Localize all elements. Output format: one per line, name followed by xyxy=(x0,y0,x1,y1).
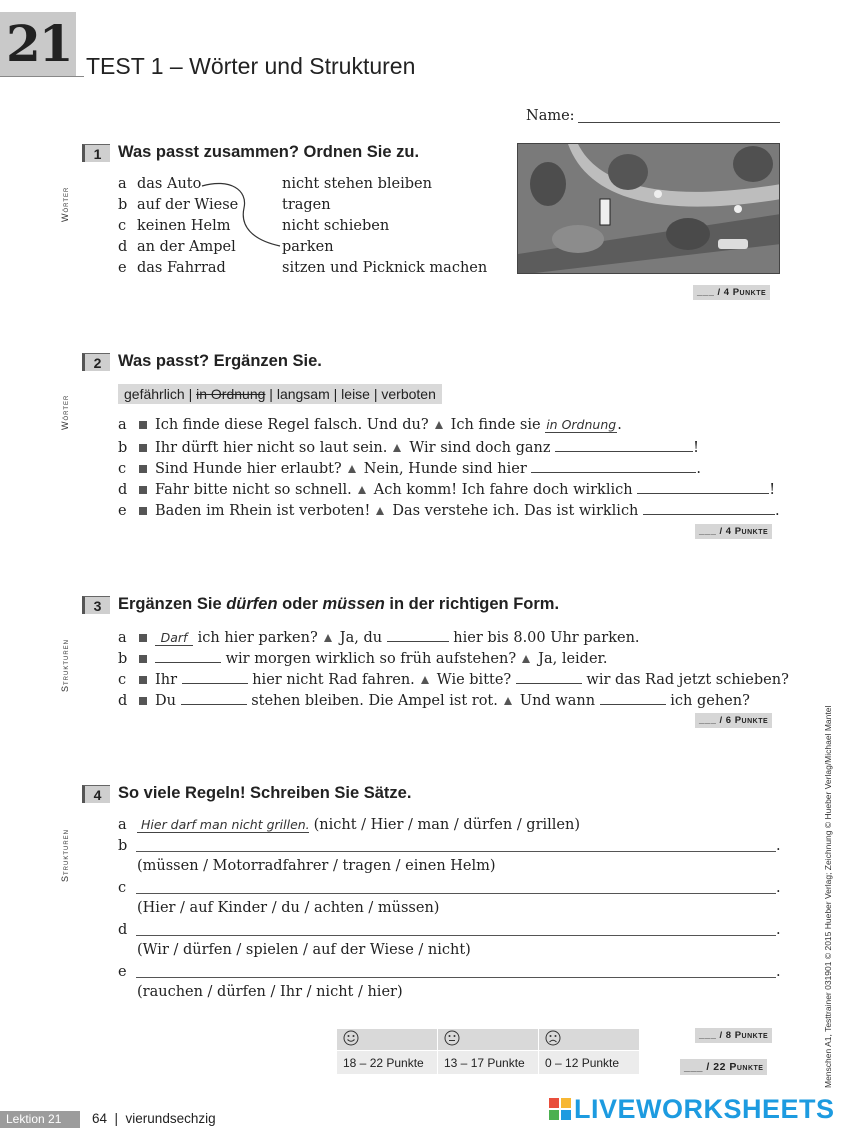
ex1-right-1[interactable]: nicht stehen bleiben xyxy=(282,176,432,192)
ex3-a-blank[interactable] xyxy=(387,628,449,642)
word-gefaehrlich[interactable]: gefährlich xyxy=(124,386,185,402)
ex1-heading xyxy=(82,143,419,162)
name-input-line[interactable] xyxy=(578,122,780,123)
ex4-b-period: . xyxy=(776,838,781,854)
park-illustration xyxy=(517,143,780,274)
ex2-number: 2 xyxy=(82,353,110,371)
range-high: 18 – 22 Punkte xyxy=(337,1051,438,1075)
ex4-instruction: So viele Regeln! Schreiben Sie Sätze. xyxy=(118,784,412,802)
word-verboten[interactable]: verboten xyxy=(381,386,436,402)
ex4-b-letter: b xyxy=(118,838,128,854)
side-label-woerter-2: Wörter xyxy=(60,394,70,430)
ex3-d-blank-1[interactable] xyxy=(181,691,247,705)
total-score[interactable]: ___ / 22 Punkte xyxy=(680,1059,767,1075)
ex1-left-c[interactable]: c keinen Helm xyxy=(118,218,231,234)
ex1-example-connector xyxy=(200,180,284,252)
range-low: 0 – 12 Punkte xyxy=(539,1051,640,1075)
ex3-a-answer[interactable]: Darf xyxy=(155,632,193,646)
ex3-score[interactable]: ___ / 6 Punkte xyxy=(695,713,772,728)
footer-page: 64 | vierundsechzig xyxy=(92,1111,216,1126)
word-leise[interactable]: leise xyxy=(341,386,370,402)
ex4-d-hint: (Wir / dürfen / spielen / auf der Wiese / nicht) xyxy=(137,942,471,958)
ex4-e-period: . xyxy=(776,964,781,980)
ex4-a-answer[interactable]: Hier darf man nicht grillen. xyxy=(137,819,309,833)
side-label-strukturen-2: Strukturen xyxy=(60,828,70,882)
ex4-d-period: . xyxy=(776,922,781,938)
lesson-number: 21 xyxy=(6,14,72,73)
park-drawing xyxy=(518,144,780,274)
smiley-sad-icon xyxy=(539,1029,640,1051)
ex2-row-e: e Baden im Rhein ist verboten! Das verstehe ich. Das ist wirklich . xyxy=(118,503,780,519)
liveworksheets-logo: LIVEWORKSHEETS xyxy=(549,1094,835,1125)
ex4-e-letter: e xyxy=(118,964,127,980)
word-in-ordnung[interactable]: in Ordnung xyxy=(196,386,266,402)
ex4-number: 4 xyxy=(82,785,110,803)
ex3-c-blank-1[interactable] xyxy=(182,670,248,684)
ex2-word-box: gefährlich | in Ordnung | langsam | leise | verboten xyxy=(118,384,442,404)
ex3-row-c: c Ihr hier nicht Rad fahren. Wie bitte? wir das Rad jetzt schieben? xyxy=(118,672,789,688)
ex1-instruction: Was passt zusammen? Ordnen Sie zu. xyxy=(118,143,420,161)
ex1-right-2[interactable]: tragen xyxy=(282,197,331,213)
ex3-d-blank-2[interactable] xyxy=(600,691,666,705)
ex4-e-line[interactable] xyxy=(136,977,776,978)
ex2-c-blank[interactable] xyxy=(531,459,696,473)
ex3-row-b: b wir morgen wirklich so früh aufstehen? Ja, leider. xyxy=(118,651,608,667)
ex3-row-a: a Darf ich hier parken? Ja, du hier bis 8.00 Uhr parken. xyxy=(118,630,640,646)
copyright-text: Menschen A1, Testtrainer 031901 © 2015 Hueber Verlag; Zeichnung © Hueber Verlag/Michael Mantel xyxy=(823,705,833,1088)
test-title: TEST 1 – Wörter und Strukturen xyxy=(86,53,416,79)
ex1-left-d[interactable]: d an der Ampel xyxy=(118,239,236,255)
ex1-right-4[interactable]: parken xyxy=(282,239,334,255)
ex2-row-a: a Ich finde diese Regel falsch. Und du? Ich finde sie in Ordnung. xyxy=(118,417,622,433)
ex1-left-a[interactable]: a das Auto xyxy=(118,176,202,192)
ex4-score[interactable]: ___ / 8 Punkte xyxy=(695,1028,772,1043)
ex2-b-blank[interactable] xyxy=(555,438,693,452)
ex2-d-blank[interactable] xyxy=(637,480,769,494)
liveworksheets-icon xyxy=(549,1098,571,1120)
ex4-heading xyxy=(82,784,411,803)
ex3-heading: 3 Ergänzen Sie dürfen oder müssen in der richtigen Form. xyxy=(82,595,559,614)
ex2-row-c: c Sind Hunde hier erlaubt? Nein, Hunde sind hier . xyxy=(118,461,701,477)
name-label: Name: xyxy=(526,108,575,124)
ex1-number: 1 xyxy=(82,144,110,162)
ex4-d-line[interactable] xyxy=(136,935,776,936)
ex4-c-hint: (Hier / auf Kinder / du / achten / müssen) xyxy=(137,900,440,916)
side-label-strukturen-1: Strukturen xyxy=(60,638,70,692)
ex4-row-a: a Hier darf man nicht grillen. (nicht / Hier / man / dürfen / grillen) xyxy=(118,817,581,833)
ex4-b-line[interactable] xyxy=(136,851,776,852)
smiley-neutral-icon xyxy=(438,1029,539,1051)
smiley-happy-icon xyxy=(337,1029,438,1051)
side-label-woerter-1: Wörter xyxy=(60,186,70,222)
ex2-e-blank[interactable] xyxy=(643,501,775,515)
ex1-right-5[interactable]: sitzen und Picknick machen xyxy=(282,260,488,276)
ex4-d-letter: d xyxy=(118,922,128,938)
ex2-heading xyxy=(82,352,322,371)
title-rule xyxy=(0,76,84,77)
ex3-b-blank[interactable] xyxy=(155,649,221,663)
footer-lektion: Lektion 21 xyxy=(0,1111,80,1128)
ex3-row-d: d Du stehen bleiben. Die Ampel ist rot. Und wann ich gehen? xyxy=(118,693,750,709)
ex4-c-letter: c xyxy=(118,880,127,896)
ex3-c-blank-2[interactable] xyxy=(516,670,582,684)
ex2-row-d: d Fahr bitte nicht so schnell. Ach komm! Ich fahre doch wirklich ! xyxy=(118,482,776,498)
ex4-b-hint: (müssen / Motorradfahrer / tragen / einen Helm) xyxy=(137,858,496,874)
range-mid: 13 – 17 Punkte xyxy=(438,1051,539,1075)
word-langsam[interactable]: langsam xyxy=(276,386,330,402)
ex2-row-b: b Ihr dürft hier nicht so laut sein. Wir sind doch ganz ! xyxy=(118,440,699,456)
ex1-left-e[interactable]: e das Fahrrad xyxy=(118,260,226,276)
evaluation-table xyxy=(336,1028,640,1075)
ex2-a-answer[interactable]: in Ordnung xyxy=(546,417,617,432)
ex4-e-hint: (rauchen / dürfen / Ihr / nicht / hier) xyxy=(137,984,403,1000)
ex2-score[interactable]: ___ / 4 Punkte xyxy=(695,524,772,539)
ex1-score[interactable]: ___ / 4 Punkte xyxy=(693,285,770,300)
ex4-c-line[interactable] xyxy=(136,893,776,894)
ex1-right-3[interactable]: nicht schieben xyxy=(282,218,390,234)
ex4-c-period: . xyxy=(776,880,781,896)
ex3-number: 3 xyxy=(82,596,110,614)
ex2-instruction: Was passt? Ergänzen Sie. xyxy=(118,352,322,370)
ex1-left-b[interactable]: b auf der Wiese xyxy=(118,197,239,213)
